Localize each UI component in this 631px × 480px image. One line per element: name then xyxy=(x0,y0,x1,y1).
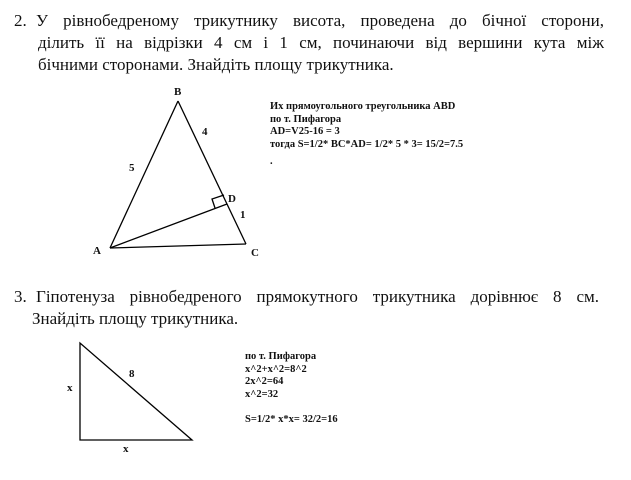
solution-3-line: x^2+x^2=8^2 xyxy=(245,363,307,375)
problem-2-line-3: бічними сторонами. Знайдіть площу трикутника. xyxy=(38,55,394,74)
leg-bottom-label: x xyxy=(123,443,129,455)
solution-2-line: тогда S=1/2* BC*AD= 1/2* 5 * 3= 15/2=7.5 xyxy=(270,138,464,150)
solution-3-line: S=1/2* x*x= 32/2=16 xyxy=(245,413,338,425)
vertex-d-label: D xyxy=(228,193,236,205)
solution-2-line: AD=V25-16 = 3 xyxy=(270,126,340,137)
vertex-b-label: B xyxy=(174,86,182,98)
solution-2-line: . xyxy=(270,156,273,167)
solution-2-line: Их прямоугольного треугольника ABD xyxy=(270,101,456,112)
vertex-a-label: A xyxy=(93,245,101,257)
problem-3-solution xyxy=(245,351,338,426)
segment-dc-length: 1 xyxy=(240,209,246,221)
problem-2-line-1: 2. У рівнобедреному трикутнику висота, проведена до бічної сторони, xyxy=(14,11,604,30)
problem-2-number: 2. xyxy=(14,11,27,30)
problem-2-line-2: ділить її на відрізки 4 см і 1 см, починаючи від вершини кута між xyxy=(38,33,604,52)
right-triangle xyxy=(80,343,192,440)
problem-3-line-2: Знайдіть площу трикутника. xyxy=(32,309,239,328)
solution-3-line: x^2=32 xyxy=(245,388,279,400)
solution-3-line xyxy=(245,401,338,414)
problem-3-line-1: 3. Гіпотенуза рівнобедреного прямокутного трикутника дорівнює 8 см. xyxy=(14,287,599,306)
solution-3-line: 2x^2=64 xyxy=(245,376,284,387)
problem-3-number: 3. xyxy=(14,287,27,306)
vertex-c-label: C xyxy=(251,247,259,259)
segment-bd-length: 4 xyxy=(202,126,208,138)
solution-3-line: по т. Пифагора xyxy=(245,351,317,362)
side-ab-length: 5 xyxy=(129,162,135,174)
hypotenuse-label: 8 xyxy=(129,368,135,380)
leg-left-label: x xyxy=(67,382,73,394)
solution-2-line: по т. Пифагора xyxy=(270,113,342,125)
